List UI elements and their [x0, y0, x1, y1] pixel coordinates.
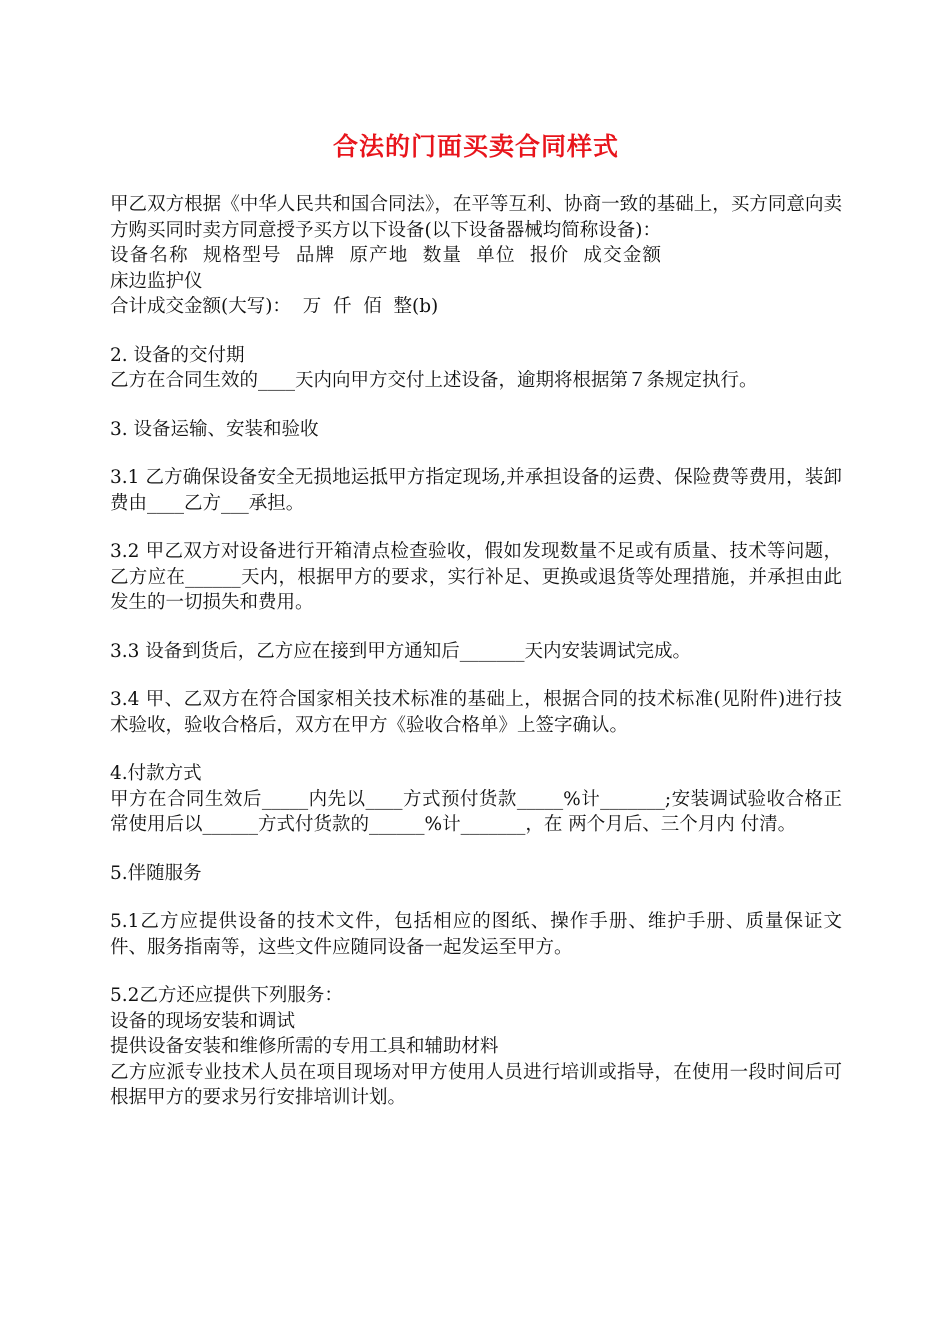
clause-3-2 [110, 539, 842, 616]
clause-3-1 [110, 465, 842, 516]
clause-3-3 [110, 639, 842, 665]
clause-5-2 [110, 983, 842, 1111]
total-amount: 合计成交金额(大写)： 万 仟 佰 整(b) [110, 296, 439, 317]
equipment-table-header: 设备名称 规格型号 品牌 原产地 数量 单位 报价 成交金额 [110, 245, 663, 266]
clause-text: 3.1 乙方确保设备安全无损地运抵甲方指定现场,并承担设备的运费、保险费等费用，装卸费由____乙方___承担。 [110, 467, 842, 514]
section-text: 甲方在合同生效后_____内先以____方式预付货款_____%计_______;安装调试验收合格正常使用后以______方式付货款的______%计_______，在 两个月后、三个月内 付清。 [110, 788, 842, 835]
service-item: 乙方应派专业技术人员在项目现场对甲方使用人员进行培训或指导，在使用一段时间后可根据甲方的要求另行安排培训计划。 [110, 1061, 842, 1108]
document-title: 合法的门面买卖合同样式 [332, 132, 619, 161]
clause-3-4 [110, 687, 842, 738]
section-heading: 5.伴随服务 [110, 862, 202, 884]
document-page [110, 128, 842, 1134]
intro-text: 甲乙双方根据《中华人民共和国合同法》，在平等互利、协商一致的基础上，买方同意向卖方购买同时卖方同意授予买方以下设备(以下设备器械均简称设备)： [110, 194, 842, 241]
clause-heading: 5.2乙方还应提供下列服务： [110, 985, 343, 1006]
section-payment [110, 761, 842, 838]
section-text: 乙方在合同生效的____天内向甲方交付上述设备，逾期将根据第７条规定执行。 [110, 370, 758, 391]
section-heading: 4.付款方式 [110, 763, 202, 784]
clause-text: 3.4 甲、乙双方在符合国家相关技术标准的基础上，根据合同的技术标准(见附件)进行技术验收，验收合格后，双方在甲方《验收合格单》上签字确认。 [110, 689, 842, 736]
section-heading: 3. 设备运输、安装和验收 [110, 418, 319, 440]
section-service [110, 861, 842, 887]
clause-text: 3.2 甲乙双方对设备进行开箱清点检查验收，假如发现数量不足或有质量、技术等问题，乙方应在______天内，根据甲方的要求，实行补足、更换或退货等处理措施，并承担由此发生的一切损失和费用。 [110, 541, 842, 613]
clause-text: 5.1乙方应提供设备的技术文件，包括相应的图纸、操作手册、维护手册、质量保证文件、服务指南等，这些文件应随同设备一起发运至甲方。 [110, 911, 842, 958]
section-delivery [110, 343, 842, 394]
service-item: 设备的现场安装和调试 [110, 1010, 296, 1032]
service-item: 提供设备安装和维修所需的专用工具和辅助材料 [110, 1036, 499, 1057]
section-heading: 2. 设备的交付期 [110, 344, 245, 366]
equipment-name: 床边监护仪 [110, 270, 203, 292]
section-transport [110, 417, 842, 443]
intro-paragraph [110, 192, 842, 320]
clause-5-1 [110, 909, 842, 960]
clause-text: 3.3 设备到货后，乙方应在接到甲方通知后_______天内安装调试完成。 [110, 640, 692, 662]
